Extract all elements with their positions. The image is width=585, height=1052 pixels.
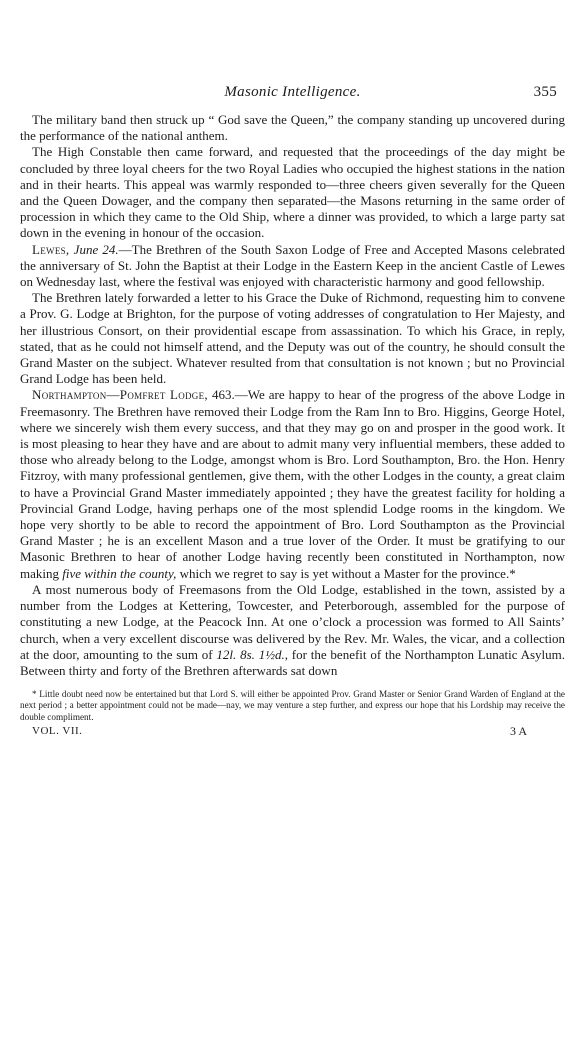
emphasis-five-lodges: five within the county,: [62, 565, 177, 581]
paragraph-northampton-end: which we regret to say is yet without a Master for the province.*: [176, 565, 516, 581]
running-title: Masonic Intelligence.: [224, 84, 361, 100]
paragraph-high-constable: The High Constable then came forward, and requested that the proceedings of the day might be concluded by three loyal cheers for the two Royal Ladies who occupied the highest stations in the nation and in their hearts. This appeal was warmly responded to—three cheers given severally for the Queen and the Queen Dowager, and the company then separated—the Masons returning in the same order of procession in which they came to the Old Ship, where a dinner was provided, to which a large party sat down in the evening in honour of the occasion.: [20, 144, 565, 241]
page: [20, 82, 565, 740]
paragraph-procession: [20, 582, 565, 679]
volume-label: VOL. VII.: [32, 724, 83, 737]
footnote: * Little doubt need now be entertained but that Lord S. will either be appointed Prov. Grand Master or Senior Grand Warden of England at the next period ; a better appointment could not be made—nay, we may venture a step further, and express our hope that his Lordship may receive the double compliment.: [20, 689, 565, 722]
footnote-spacer: [20, 679, 565, 689]
signature-mark: 3 A: [509, 723, 527, 738]
paragraph-national-anthem: The military band then struck up “ God save the Queen,” the company standing up uncovered during the performance of the national anthem.: [20, 112, 565, 144]
place-heading-lewes: Lewes,: [32, 241, 70, 257]
date-lewes: June 24.: [73, 241, 119, 257]
paragraph-procession-end: , for the benefit of the Northampton Lunatic Asylum. Between thirty and forty of the Brethren afterwards sat down: [20, 646, 566, 678]
page-number: 355: [533, 84, 557, 100]
page-footer: [20, 724, 565, 740]
running-head: [20, 82, 565, 108]
paragraph-northampton-text: 463.—We are happy to hear of the progress of the above Lodge in Freemasonry. The Brethren have removed their Lodge from the Ram Inn to Bro. Higgins, George Hotel, where we sincerely wish them every success, and that they may go on and prosper in the good work. It is most pleasing to hear they have and are about to admit many very influential members, these added to those who already belong to the Lodge, amongst whom is Bro. Lord Southampton, Bro. the Hon. Henry Fitzroy, with many professional gentlemen, give them, with the other Lodges in the county, a great claim to have a Provincial Grand Master immediately appointed ; they have the greatest facility for holding a Provincial Grand Lodge, having perhaps one of the most splendid Lodge rooms in the kingdom. We hope very shortly to be able to record the appointment of Bro. Lord Southampton as the Provincial Grand Master ; he is an excellent Mason and a true lover of the Order. It must be gratifying to our Masonic Brethren to hear of another Lodge having recently been constituted in Northampton, now making: [20, 387, 565, 581]
paragraph-lewes-text: —The Brethren of the South Saxon Lodge of Free and Accepted Masons celebrated the anniversary of St. John the Baptist at their Lodge in the Eastern Keep in the ancient Castle of Lewes on Wednesday last, where the festival was enjoyed with characteristic harmony and good fellowship.: [20, 241, 566, 290]
paragraph-duke-of-richmond: The Brethren lately forwarded a letter to his Grace the Duke of Richmond, requesting him to convene a Prov. G. Lodge at Brighton, for the purpose of voting addresses of congratulation to Her Majesty, and her illustrious Consort, on their providential escape from assassination. To which his Grace, in reply, stated, that as he could not himself attend, and the Deputy was out of the country, he should consult the Grand Master on the subject. Whatever resulted from that consultation is not known ; but no Provincial Grand Lodge has been held.: [20, 290, 565, 387]
paragraph-procession-text: A most numerous body of Freemasons from the Old Lodge, established in the town, assisted by a number from the Lodges at Kettering, Towcester, and Peterborough, assembled for the purpose of constituting a new Lodge, at the Peacock Inn. At one o’clock a procession was formed to All Saints’ church, when a very excellent discourse was delivered by the Rev. Mr. Wales, the vicar, and a collection at the door, amounting to the sum of: [20, 581, 565, 662]
paragraph-lewes: [20, 242, 565, 291]
collection-amount: 12l. 8s. 1½d.: [216, 646, 285, 662]
place-heading-northampton: Northampton—Pomfret Lodge,: [32, 387, 208, 403]
paragraph-northampton: [20, 387, 565, 581]
article-body: [20, 112, 565, 679]
